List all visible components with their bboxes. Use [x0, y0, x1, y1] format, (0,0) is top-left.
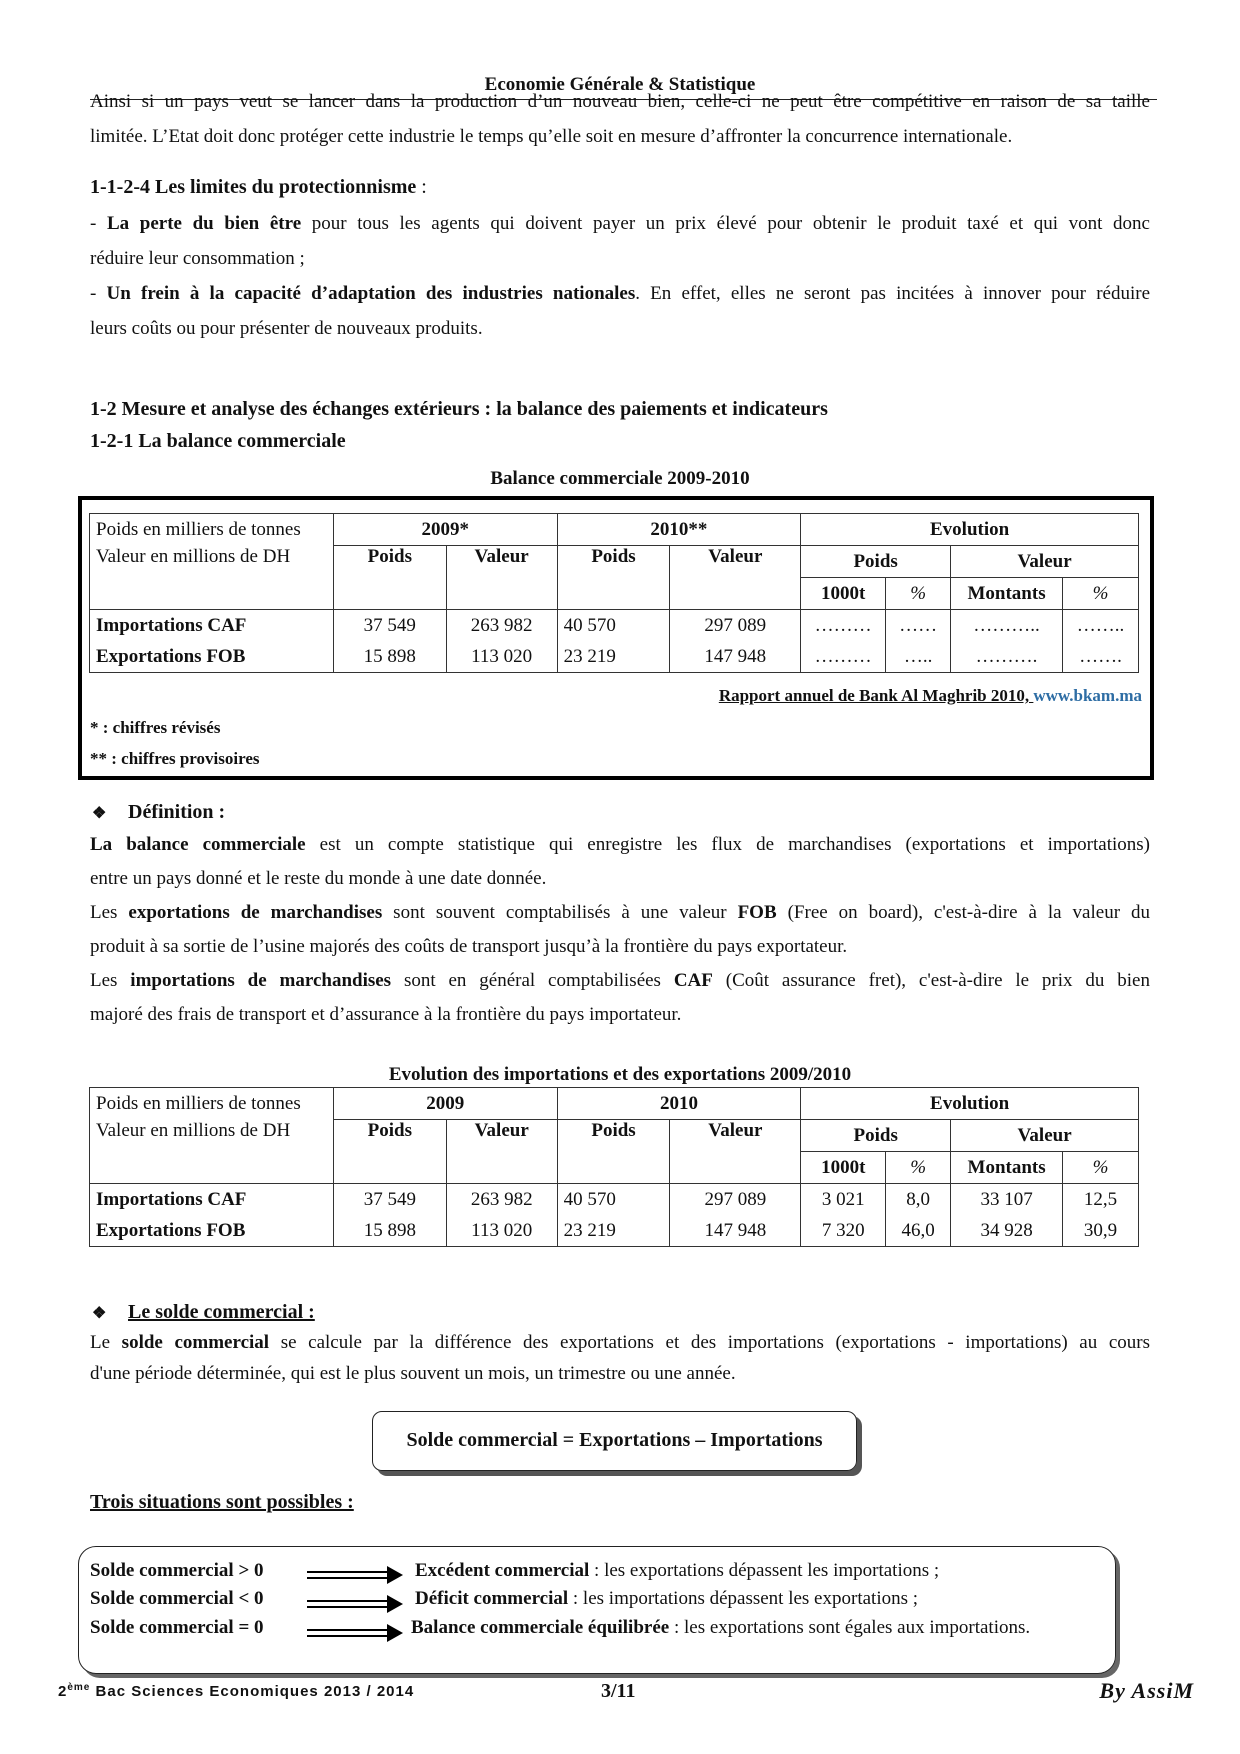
- definition-p2-line-2: produit à sa sortie de l’usine majorés des coûts de transport jusqu’à la frontière du pays exportateur.: [90, 936, 848, 957]
- dash: -: [90, 283, 107, 304]
- table1-year-2010: 2010**: [557, 514, 801, 546]
- table-cell: ………: [801, 610, 886, 642]
- situations-title: Trois situations sont possibles :: [90, 1491, 354, 1513]
- table-cell: 23 219: [557, 641, 670, 673]
- table-cell: 3 021: [801, 1184, 886, 1216]
- table-cell: 263 982: [446, 1184, 557, 1216]
- limits-heading-text: 1-1-2-4 Les limites du protectionnisme: [90, 176, 417, 198]
- table-cell: 23 219: [557, 1215, 670, 1247]
- table1-row-label: Importations CAF: [90, 610, 334, 642]
- table-cell: 40 570: [557, 610, 670, 642]
- intro-line-2: limitée. L’Etat doit donc protéger cette industrie le temps qu’elle soit en mesure d’affronter la concurrence internationale.: [90, 126, 1013, 147]
- section-heading-1-2: 1-2 Mesure et analyse des échanges extérieurs : la balance des paiements et indicateurs: [90, 398, 828, 420]
- table-cell: 113 020: [446, 641, 557, 673]
- table-cell: ……..: [1063, 610, 1139, 642]
- table-cell: ……….: [951, 641, 1063, 673]
- table1-note-provisional: ** : chiffres provisoires: [90, 749, 260, 768]
- limits-item-1-text: pour tous les agents qui doivent payer un prix élevé pour obtenir le produit taxé et qui vont donc: [301, 213, 1150, 234]
- table-cell: 297 089: [670, 1184, 801, 1216]
- table-cell: 40 570: [557, 1184, 670, 1216]
- table1-h-evo-valeur: Valeur: [951, 546, 1139, 578]
- situation-desc: [415, 1588, 918, 1616]
- table-cell: 147 948: [670, 1215, 801, 1247]
- definition-text: [90, 828, 1150, 1032]
- limits-heading-colon: :: [416, 176, 427, 198]
- text: sont souvent comptabilisés à une valeur: [382, 902, 738, 923]
- table-cell: 37 549: [333, 610, 446, 642]
- table1-h-valeur-2010: Valeur: [670, 546, 801, 610]
- situation-row: [90, 1617, 264, 1645]
- double-arrow-icon: [307, 1594, 403, 1614]
- definition-title-row: [92, 801, 225, 824]
- table1-h-pct-poids: %: [886, 578, 951, 610]
- table1-row-label: Exportations FOB: [90, 641, 334, 673]
- situation-name: Balance commerciale équilibrée: [411, 1617, 670, 1638]
- situation-name: Déficit commercial: [415, 1588, 569, 1609]
- table-cell: 147 948: [670, 641, 801, 673]
- bold-term: exportations de marchandises: [128, 902, 383, 923]
- text: se calcule par la différence des exportations et des importations (exportations - importations) au cours: [269, 1332, 1151, 1353]
- table1-note-revised: * : chiffres révisés: [90, 718, 221, 737]
- solde-title-row: [92, 1301, 315, 1324]
- footer-course: [58, 1682, 414, 1700]
- table1-source-link[interactable]: www.bkam.ma: [1033, 686, 1142, 705]
- limits-item-1-bold: La perte du bien être: [106, 213, 302, 234]
- definition-p1-line-2: entre un pays donné et le reste du monde à une date donnée.: [90, 868, 547, 889]
- table-cell: 15 898: [333, 1215, 446, 1247]
- definition-p1: [90, 828, 1150, 862]
- table-cell: ……: [886, 610, 951, 642]
- bold-term: CAF: [673, 970, 713, 991]
- table2-h-valeur-2010: Valeur: [670, 1120, 801, 1184]
- table-cell: 8,0: [886, 1184, 951, 1216]
- situation-text: : les exportations dépassent les importations ;: [589, 1560, 940, 1581]
- diamond-bullet-icon: ❖: [92, 1305, 107, 1322]
- table1-label-value: Valeur en millions de DH: [90, 546, 334, 610]
- bold-term: FOB: [737, 902, 777, 923]
- table1-label-weight: Poids en milliers de tonnes: [90, 514, 334, 546]
- definition-p2: [90, 896, 1150, 930]
- intro-paragraph: [90, 84, 1150, 154]
- definition-p3-line-2: majoré des frais de transport et d’assurance à la frontière du pays importateur.: [90, 1004, 682, 1025]
- limits-item-2-text: . En effet, elles ne seront pas incitées à innover pour réduire: [635, 283, 1150, 304]
- limits-item-1: [90, 206, 1150, 241]
- limits-item-2: [90, 276, 1150, 311]
- solde-paragraph: [90, 1327, 1150, 1389]
- table2-h-valeur-2009: Valeur: [446, 1120, 557, 1184]
- intro-line-1: Ainsi si un pays veut se lancer dans la production d’un nouveau bien, celle-ci ne peut être compétitive en raison de sa taille: [90, 91, 1150, 112]
- limits-item-2-bold: Un frein à la capacité d’adaptation des industries nationales: [106, 283, 636, 304]
- text: est un compte statistique qui enregistre les flux de marchandises (exportations et importations): [305, 834, 1150, 855]
- table-cell: 34 928: [951, 1215, 1063, 1247]
- table1-h-montants: Montants: [951, 578, 1063, 610]
- table2-caption: Evolution des importations et des exportations 2009/2010: [388, 1064, 852, 1085]
- situation-condition: Solde commercial > 0: [90, 1560, 264, 1581]
- solde-line-1: [90, 1327, 1150, 1358]
- table2-h-montants: Montants: [951, 1152, 1063, 1184]
- bold-term: La balance commerciale: [90, 834, 306, 855]
- table2-h-poids-2010: Poids: [557, 1120, 670, 1184]
- double-arrow-icon: [307, 1623, 403, 1643]
- situation-row: [90, 1588, 264, 1616]
- footer-course-text: Bac Sciences Economiques 2013 / 2014: [90, 1683, 415, 1700]
- situation-name: Excédent commercial: [415, 1560, 590, 1581]
- text: (Free on board), c'est-à-dire à la valeur du: [776, 902, 1150, 923]
- text: (Coût assurance fret), c'est-à-dire le prix du bien: [712, 970, 1150, 991]
- table-cell: ………: [801, 641, 886, 673]
- footer-author: By AssiM: [1099, 1678, 1194, 1703]
- table1-h-evo-poids: Poids: [801, 546, 951, 578]
- table2-h-evo-poids: Poids: [801, 1120, 951, 1152]
- table2-h-pct-valeur: %: [1063, 1152, 1139, 1184]
- table-cell: 113 020: [446, 1215, 557, 1247]
- table2-label-value: Valeur en millions de DH: [90, 1120, 334, 1184]
- table-cell: 7 320: [801, 1215, 886, 1247]
- footer-level-sup: ème: [67, 1682, 91, 1693]
- table-cell: 263 982: [446, 610, 557, 642]
- situation-text: : les importations dépassent les exportations ;: [568, 1588, 919, 1609]
- solde-line-2: d'une période déterminée, qui est le plus souvent un mois, un trimestre ou une année.: [90, 1363, 736, 1384]
- diamond-bullet-icon: ❖: [92, 805, 107, 822]
- limits-heading: [90, 176, 427, 199]
- table2-row-label: Exportations FOB: [90, 1215, 334, 1247]
- table-cell: 30,9: [1063, 1215, 1139, 1247]
- table1-evolution: Evolution: [801, 514, 1139, 546]
- situation-desc: [411, 1617, 1030, 1645]
- table-cell: 33 107: [951, 1184, 1063, 1216]
- table2-h-1000t: 1000t: [801, 1152, 886, 1184]
- situation-condition: Solde commercial < 0: [90, 1588, 264, 1609]
- table1-year-2009: 2009*: [333, 514, 557, 546]
- table2-h-poids-2009: Poids: [333, 1120, 446, 1184]
- limits-list: [90, 206, 1150, 346]
- text: Les: [90, 902, 129, 923]
- definition-title: Définition :: [128, 801, 226, 823]
- text: Le: [90, 1332, 122, 1353]
- table1-source-text: Rapport annuel de Bank Al Maghrib 2010,: [718, 686, 1034, 705]
- table2-evolution: [89, 1087, 1139, 1247]
- table2-h-pct-poids: %: [886, 1152, 951, 1184]
- situation-condition: Solde commercial = 0: [90, 1617, 264, 1638]
- table1-h-poids-2010: Poids: [557, 546, 670, 610]
- dash: -: [90, 213, 107, 234]
- text: Les: [90, 970, 131, 991]
- solde-formula-box: Solde commercial = Exportations – Importations: [372, 1411, 857, 1471]
- table1-source: [719, 686, 1142, 706]
- table-cell: 297 089: [670, 610, 801, 642]
- table2-label-weight: Poids en milliers de tonnes: [90, 1088, 334, 1120]
- page-header-title: Economie Générale & Statistique: [484, 74, 756, 95]
- table2-year-2009: 2009: [333, 1088, 557, 1120]
- table1-h-valeur-2009: Valeur: [446, 546, 557, 610]
- table2-year-2010: 2010: [557, 1088, 801, 1120]
- bold-term: solde commercial: [121, 1332, 270, 1353]
- section-heading-1-2-1: 1-2-1 La balance commerciale: [90, 430, 346, 452]
- table-cell: ………..: [951, 610, 1063, 642]
- limits-item-1-line-2: réduire leur consommation ;: [90, 248, 305, 269]
- table1-h-poids-2009: Poids: [333, 546, 446, 610]
- double-arrow-icon: [307, 1565, 403, 1585]
- definition-p3: [90, 964, 1150, 998]
- footer-page-number: 3/11: [601, 1680, 636, 1702]
- situation-row: [90, 1560, 264, 1588]
- table1-balance-commerciale: [89, 513, 1139, 673]
- limits-item-2-line-2: leurs coûts ou pour présenter de nouveaux produits.: [90, 318, 483, 339]
- situation-desc: [415, 1560, 939, 1588]
- bold-term: importations de marchandises: [130, 970, 392, 991]
- table-cell: 12,5: [1063, 1184, 1139, 1216]
- table1-h-pct-valeur: %: [1063, 578, 1139, 610]
- table2-h-evo-valeur: Valeur: [951, 1120, 1139, 1152]
- table-cell: …….: [1063, 641, 1139, 673]
- table1-caption: Balance commerciale 2009-2010: [490, 468, 750, 489]
- table2-row-label: Importations CAF: [90, 1184, 334, 1216]
- table1-h-1000t: 1000t: [801, 578, 886, 610]
- situation-text: : les exportations sont égales aux importations.: [669, 1617, 1031, 1638]
- table-cell: 15 898: [333, 641, 446, 673]
- text: sont en général comptabilisées: [391, 970, 674, 991]
- footer-level: 2: [58, 1683, 68, 1700]
- table-cell: 37 549: [333, 1184, 446, 1216]
- solde-title: Le solde commercial :: [128, 1301, 315, 1323]
- table-cell: 46,0: [886, 1215, 951, 1247]
- table2-evolution: Evolution: [801, 1088, 1139, 1120]
- table-cell: …..: [886, 641, 951, 673]
